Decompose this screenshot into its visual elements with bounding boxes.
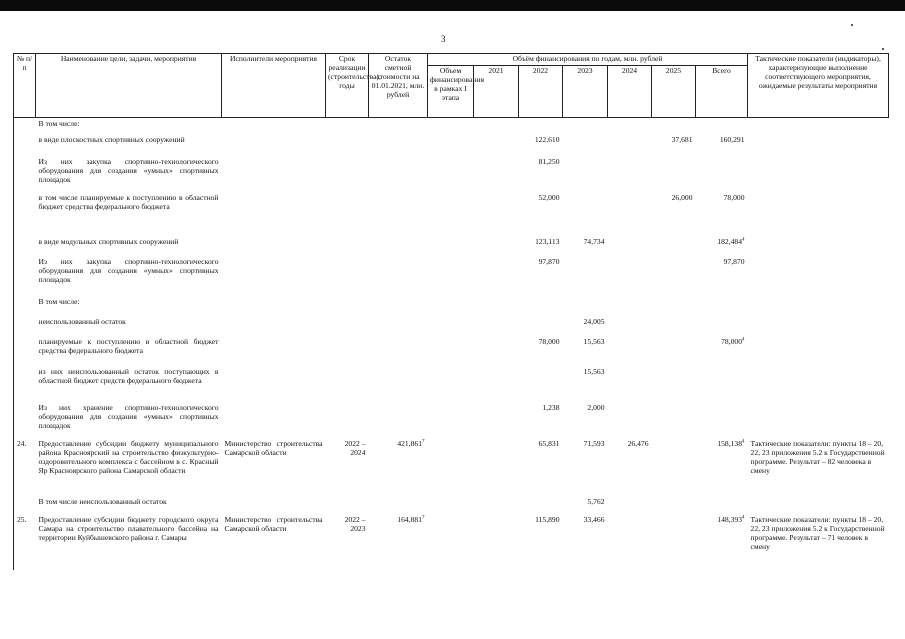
row-number	[14, 316, 36, 336]
row-2024	[608, 236, 652, 256]
row-name-text: неиспользованный остаток	[38, 317, 126, 327]
header-volume-group: Объём финансирования по годам, млн. рублей	[428, 54, 748, 66]
row-period	[326, 366, 369, 402]
row-period	[326, 438, 369, 496]
row-2021	[474, 496, 519, 514]
row-balance	[369, 296, 428, 316]
row-2022	[519, 236, 563, 256]
row-2022-text: 1,238	[542, 403, 560, 413]
scan-top-edge	[0, 0, 905, 11]
row-volume-stage1	[428, 296, 474, 316]
row-total	[696, 336, 748, 366]
table-body	[14, 117, 889, 570]
row-2023	[563, 296, 608, 316]
row-2025	[652, 366, 696, 402]
footnote-marker: 4	[742, 237, 745, 243]
row-number	[14, 134, 36, 156]
row-volume-stage1	[428, 192, 474, 236]
row-2021	[474, 366, 519, 402]
header-year-2022: 2022	[519, 65, 563, 117]
table-row	[14, 366, 889, 402]
row-total-text: 160,291	[719, 135, 745, 145]
row-volume-stage1	[428, 256, 474, 296]
header-volume-stage1: Объем финансирования в рамках I этапа	[428, 65, 474, 117]
row-balance	[369, 156, 428, 192]
row-2021	[474, 514, 519, 570]
row-2023	[563, 366, 608, 402]
row-name	[36, 134, 222, 156]
row-2022	[519, 117, 563, 134]
row-balance	[369, 366, 428, 402]
row-2021	[474, 156, 519, 192]
row-2023	[563, 496, 608, 514]
row-period	[326, 156, 369, 192]
row-2021	[474, 402, 519, 438]
row-total	[696, 156, 748, 192]
financing-table	[13, 53, 889, 570]
row-tactical	[748, 134, 889, 156]
row-2021	[474, 117, 519, 134]
row-volume-stage1	[428, 402, 474, 438]
row-2022	[519, 336, 563, 366]
row-total	[696, 438, 748, 496]
row-2022	[519, 316, 563, 336]
row-name-text: В том числе:	[38, 297, 80, 307]
row-volume-stage1	[428, 156, 474, 192]
row-2022	[519, 256, 563, 296]
row-number	[14, 256, 36, 296]
row-total	[696, 402, 748, 438]
row-volume-stage1	[428, 117, 474, 134]
row-period	[326, 402, 369, 438]
row-2023	[563, 514, 608, 570]
row-executors	[222, 192, 326, 236]
row-balance	[369, 496, 428, 514]
row-name	[36, 236, 222, 256]
table-row	[14, 402, 889, 438]
row-2022-text: 123,113	[535, 237, 560, 247]
header-no: № п/п	[14, 54, 36, 118]
row-2022-text: 115,890	[535, 515, 560, 525]
row-number	[14, 402, 36, 438]
row-name-text: Из них хранение спортивно-технологического оборудования для создания «умных» спортивных площадок	[38, 403, 219, 431]
row-2022	[519, 134, 563, 156]
row-2025	[652, 336, 696, 366]
row-2022	[519, 296, 563, 316]
row-2023-text: 15,563	[583, 367, 605, 377]
row-balance	[369, 192, 428, 236]
row-volume-stage1	[428, 316, 474, 336]
header-year-2023: 2023	[563, 65, 608, 117]
row-volume-stage1	[428, 236, 474, 256]
row-2023	[563, 156, 608, 192]
row-number	[14, 366, 36, 402]
row-name	[36, 402, 222, 438]
row-balance-text: 421,861	[397, 439, 422, 449]
row-2025	[652, 402, 696, 438]
row-2025	[652, 192, 696, 236]
row-number	[14, 296, 36, 316]
row-executors	[222, 438, 326, 496]
row-executors	[222, 156, 326, 192]
table-row	[14, 514, 889, 570]
row-2024	[608, 117, 652, 134]
row-name	[36, 496, 222, 514]
row-total	[696, 496, 748, 514]
row-2025	[652, 296, 696, 316]
row-name-text: В том числе неиспользованный остаток	[38, 497, 167, 507]
row-2023	[563, 134, 608, 156]
row-total-text: 78,000	[721, 337, 743, 347]
row-2022-text: 78,000	[538, 337, 560, 347]
row-name	[36, 117, 222, 134]
row-total	[696, 296, 748, 316]
row-period	[326, 117, 369, 134]
row-total	[696, 236, 748, 256]
row-total	[696, 134, 748, 156]
row-period	[326, 192, 369, 236]
row-2022	[519, 366, 563, 402]
row-volume-stage1	[428, 336, 474, 366]
row-2024	[608, 366, 652, 402]
row-2025	[652, 236, 696, 256]
row-total-text: 158,138	[717, 439, 743, 449]
row-executors	[222, 514, 326, 570]
header-year-2025: 2025	[652, 65, 696, 117]
row-2022	[519, 156, 563, 192]
row-2024	[608, 156, 652, 192]
row-tactical	[748, 156, 889, 192]
row-tactical	[748, 402, 889, 438]
row-2025	[652, 256, 696, 296]
row-balance-text: 164,881	[397, 515, 422, 525]
row-name	[36, 296, 222, 316]
row-total-text: 97,870	[723, 257, 745, 267]
row-2022	[519, 402, 563, 438]
row-2023	[563, 336, 608, 366]
row-number	[14, 496, 36, 514]
row-total	[696, 192, 748, 236]
row-balance	[369, 117, 428, 134]
row-name	[36, 366, 222, 402]
table-row	[14, 438, 889, 496]
row-tactical	[748, 296, 889, 316]
table-header	[14, 54, 889, 118]
row-2023	[563, 236, 608, 256]
row-period	[326, 296, 369, 316]
row-tactical	[748, 438, 889, 496]
row-executors	[222, 402, 326, 438]
row-tactical	[748, 336, 889, 366]
row-2022	[519, 514, 563, 570]
footnote-marker: 4	[742, 439, 745, 445]
table-row	[14, 236, 889, 256]
row-balance	[369, 402, 428, 438]
row-2023-text: 74,734	[583, 237, 605, 247]
row-2023-text: 2,000	[587, 403, 605, 413]
row-2025-text: 26,000	[671, 193, 693, 203]
row-2025	[652, 316, 696, 336]
row-2023	[563, 316, 608, 336]
row-2021	[474, 336, 519, 366]
row-name-text: из них неиспользованный остаток поступающих в областной бюджет средств федерального бюджета	[38, 367, 219, 386]
row-period-text: 2022 – 2023	[344, 515, 366, 534]
row-number	[14, 117, 36, 134]
row-total	[696, 514, 748, 570]
row-2021	[474, 438, 519, 496]
row-2025	[652, 514, 696, 570]
row-period	[326, 496, 369, 514]
table-row	[14, 336, 889, 366]
row-total-text: 148,393	[717, 515, 743, 525]
row-2022-text: 97,870	[538, 257, 560, 267]
table-row	[14, 134, 889, 156]
row-number	[14, 156, 36, 192]
row-total-text: 182,484	[717, 237, 743, 247]
row-executors	[222, 134, 326, 156]
header-name: Наименование цели, задачи, мероприятия	[36, 54, 222, 118]
row-total-text: 78,000	[723, 193, 745, 203]
row-number	[14, 236, 36, 256]
row-2025	[652, 496, 696, 514]
row-2024	[608, 192, 652, 236]
header-period: Срок реализации (строительства), годы	[326, 54, 369, 118]
row-balance	[369, 514, 428, 570]
footnote-marker: 4	[742, 515, 745, 521]
row-2022-text: 65,831	[538, 439, 560, 449]
page-number: 3	[441, 34, 446, 44]
row-2023	[563, 402, 608, 438]
row-name	[36, 156, 222, 192]
footnote-marker: 7	[422, 439, 425, 445]
row-tactical	[748, 117, 889, 134]
row-period	[326, 316, 369, 336]
row-period	[326, 134, 369, 156]
row-executors	[222, 366, 326, 402]
row-number	[14, 438, 36, 496]
row-tactical	[748, 192, 889, 236]
row-name	[36, 514, 222, 570]
row-total	[696, 256, 748, 296]
row-2023-text: 15,563	[583, 337, 605, 347]
row-tactical	[748, 514, 889, 570]
table-row	[14, 256, 889, 296]
row-2022	[519, 192, 563, 236]
row-2025	[652, 134, 696, 156]
row-2023-text: 71,593	[583, 439, 605, 449]
row-2024	[608, 316, 652, 336]
row-number-text: 24.	[17, 439, 27, 449]
row-2024	[608, 402, 652, 438]
row-executors-text: Министерство строительства Самарской области	[224, 439, 323, 458]
row-number-text: 25.	[17, 515, 27, 525]
row-balance	[369, 438, 428, 496]
footnote-marker: 4	[742, 337, 745, 343]
header-year-2024: 2024	[608, 65, 652, 117]
table-row	[14, 296, 889, 316]
table-row	[14, 192, 889, 236]
header-executors: Исполнители мероприятия	[222, 54, 326, 118]
row-total	[696, 316, 748, 336]
row-name-text: в виде модульных спортивных сооружений	[38, 237, 179, 247]
scan-speck	[882, 48, 884, 50]
row-name	[36, 438, 222, 496]
row-tactical-text: Тактические показатели: пункты 18 – 20, 22, 23 приложения 5.2 к Государственной программе. Результат – 82 человека в смену	[750, 439, 885, 476]
row-period	[326, 514, 369, 570]
row-period	[326, 336, 369, 366]
row-volume-stage1	[428, 134, 474, 156]
row-tactical	[748, 256, 889, 296]
row-balance	[369, 134, 428, 156]
row-2024	[608, 256, 652, 296]
row-2022-text: 122,610	[534, 135, 560, 145]
row-tactical	[748, 366, 889, 402]
header-balance: Остаток сметной стоимости на 01.01.2021, млн. рублей	[369, 54, 428, 118]
row-tactical-text: Тактические показатели: пункты 18 – 20, 22, 23 приложения 5.2 к Государственной программе. Результат – 71 человек в смену	[750, 515, 885, 552]
row-name-text: в виде плоскостных спортивных сооружений	[38, 135, 185, 145]
footnote-marker: 7	[422, 515, 425, 521]
row-2021	[474, 296, 519, 316]
row-number	[14, 336, 36, 366]
row-volume-stage1	[428, 496, 474, 514]
header-total: Всего	[696, 65, 748, 117]
row-2021	[474, 134, 519, 156]
row-executors	[222, 236, 326, 256]
row-balance	[369, 236, 428, 256]
row-2023	[563, 256, 608, 296]
row-2022-text: 52,000	[538, 193, 560, 203]
row-balance	[369, 256, 428, 296]
row-tactical	[748, 316, 889, 336]
row-number	[14, 192, 36, 236]
row-2023	[563, 192, 608, 236]
row-executors	[222, 256, 326, 296]
row-2023-text: 5,762	[587, 497, 605, 507]
row-period	[326, 236, 369, 256]
row-2021	[474, 236, 519, 256]
row-name-text: планируемые к поступлению в областной бюджет средства федерального бюджета	[38, 337, 219, 356]
row-volume-stage1	[428, 366, 474, 402]
header-year-2021: 2021	[474, 65, 519, 117]
row-tactical	[748, 236, 889, 256]
row-balance	[369, 336, 428, 366]
row-name	[36, 316, 222, 336]
row-2022	[519, 438, 563, 496]
row-volume-stage1	[428, 514, 474, 570]
row-executors	[222, 117, 326, 134]
row-2024	[608, 336, 652, 366]
row-executors	[222, 496, 326, 514]
row-executors-text: Министерство строительства Самарской области	[224, 515, 323, 534]
row-2021	[474, 316, 519, 336]
row-volume-stage1	[428, 438, 474, 496]
row-name	[36, 336, 222, 366]
row-name-text: Из них закупка спортивно-технологического оборудования для создания «умных» спортивных площадок	[38, 257, 219, 285]
row-name-text: Предоставление субсидии бюджету городского округа Самара на строительство плавательного бассейна на территории Куйбышевского района г. Самары	[38, 515, 219, 543]
row-2025	[652, 156, 696, 192]
row-2022-text: 81,250	[538, 157, 560, 167]
row-name	[36, 256, 222, 296]
row-2023	[563, 438, 608, 496]
row-name-text: в том числе планируемые к поступлению в областной бюджет средства федерального бюджета	[38, 193, 219, 212]
row-executors	[222, 296, 326, 316]
row-period	[326, 256, 369, 296]
row-name-text: Из них закупка спортивно-технологического оборудования для создания «умных» спортивных площадок	[38, 157, 219, 185]
row-name-text: В том числе:	[38, 118, 80, 128]
row-name	[36, 192, 222, 236]
row-balance	[369, 316, 428, 336]
header-tactical: Тактические показатели (индикаторы), характеризующие выполнение соответствующего мероприятия, ожидаемые результаты мероприятия	[748, 54, 889, 118]
row-period-text: 2022 – 2024	[344, 439, 366, 458]
row-2024	[608, 496, 652, 514]
table-row	[14, 156, 889, 192]
row-2024	[608, 514, 652, 570]
row-2024	[608, 438, 652, 496]
row-number	[14, 514, 36, 570]
row-total	[696, 117, 748, 134]
table-row	[14, 496, 889, 514]
row-tactical	[748, 496, 889, 514]
row-2025	[652, 438, 696, 496]
row-2021	[474, 256, 519, 296]
row-2024-text: 26,476	[627, 439, 649, 449]
row-2025-text: 37,681	[671, 135, 693, 145]
row-2021	[474, 192, 519, 236]
table-row	[14, 117, 889, 134]
row-executors	[222, 336, 326, 366]
row-2024	[608, 134, 652, 156]
table-row	[14, 316, 889, 336]
scan-speck	[851, 24, 853, 26]
row-2025	[652, 117, 696, 134]
row-2023-text: 33,466	[583, 515, 605, 525]
row-name-text: Предоставление субсидии бюджету муниципального района Красноярский на строительство физкультурно-оздоровительного комплекса с бассейном в с. Красный Яр Красноярского района Самарской области	[38, 439, 219, 476]
row-total	[696, 366, 748, 402]
row-executors	[222, 316, 326, 336]
row-2022	[519, 496, 563, 514]
row-2023	[563, 117, 608, 134]
row-2023-text: 24,005	[583, 317, 605, 327]
row-2024	[608, 296, 652, 316]
